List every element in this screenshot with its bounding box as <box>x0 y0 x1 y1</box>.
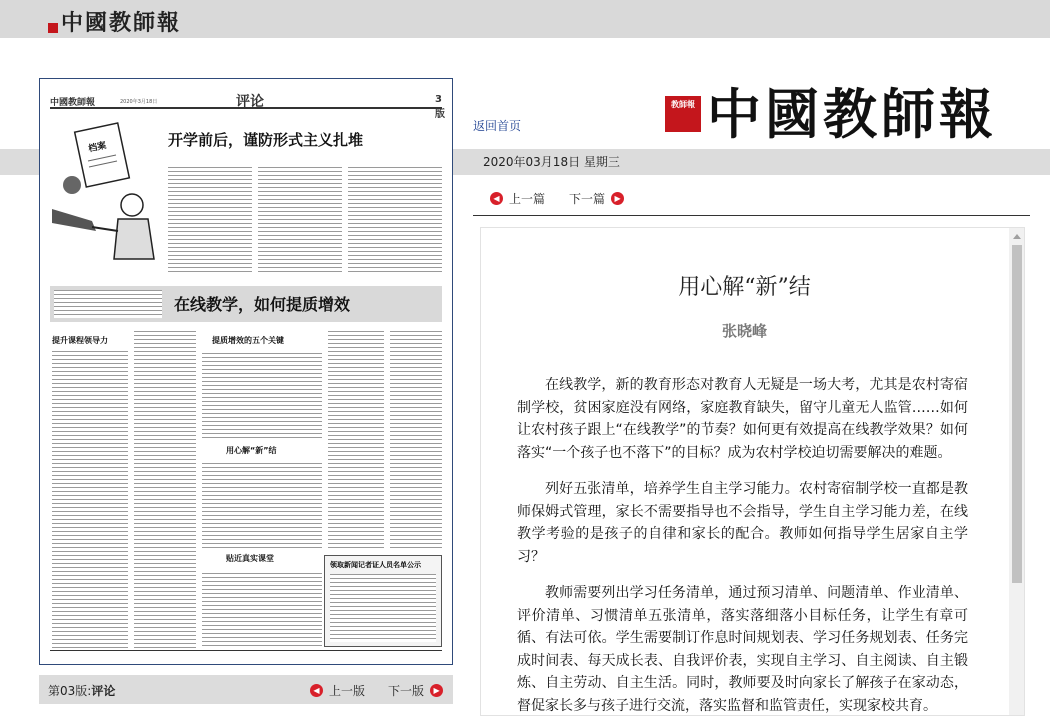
text-column <box>134 331 196 649</box>
page-number-label: 第03版: <box>48 684 92 698</box>
next-page-button[interactable] <box>388 682 443 699</box>
subhead-3: 用心解“新”结 <box>226 446 277 455</box>
newspaper-page-number: 3版 <box>435 94 445 120</box>
next-article-label: 下一篇 <box>569 192 606 206</box>
article-paragraph: 列好五张清单，培养学生自主学习能力。农村寄宿制学校一直都是教师保姆式管理，家长不需要指导也不会指导，学生自主学习能力差，在线教学考验的是孩子的自律和家长的配合。教师如何指导学生居家自主学习？ <box>517 481 968 565</box>
article-body <box>517 374 968 716</box>
article-paragraph: 教师需要列出学习任务清单，通过预习清单、问题清单、作业清单、评价清单、习惯清单五张清单，落实落细落小目标任务，让学生有章可循、有法可依。学生需要制订作息时间规划表、学习任务规划表、任务完成时间表、每天成长表、自我评价表，实现自主学习、自主阅读、自主锻炼、自主劳动、自主生活。同时，教师要及时向家长了解孩子在家动态，督促家长多与孩子进行交流，落实监督和监管责任，实现家校共育。 <box>517 585 968 714</box>
topic-band <box>50 286 442 322</box>
masthead-seal-icon: 教師報 <box>665 96 701 132</box>
text-column <box>52 351 128 649</box>
back-home-link[interactable]: 返回首页 <box>473 119 522 133</box>
issue-date: 2020年03月18日 星期三 <box>483 155 620 169</box>
page-section-label: 评论 <box>91 684 116 698</box>
newspaper-page-section: 评论 <box>236 94 264 110</box>
subhead-2: 提质增效的五个关键 <box>212 336 284 345</box>
scroll-up-icon[interactable] <box>1013 234 1021 239</box>
band-headline: 在线教学，如何提质增效 <box>174 295 351 314</box>
notice-title: 领取新闻记者证人员名单公示 <box>330 561 421 569</box>
text-column <box>390 331 442 549</box>
newspaper-headline: 开学前后，谨防形式主义扎堆 <box>168 131 364 149</box>
illus-label: 档案 <box>87 141 108 155</box>
arrow-left-icon: ◀ <box>490 192 503 205</box>
prev-article-label: 上一篇 <box>509 192 546 206</box>
prev-page-button[interactable] <box>310 682 365 699</box>
masthead-logo <box>665 70 1029 146</box>
article-paragraph: 在线教学，新的教育形态对教育人无疑是一场大考，尤其是农村寄宿制学校，贫困家庭没有网络，家庭教育缺失，留守儿童无人监管……如何让农村孩子跟上“在线教学”的节奏？如何更有效提高在线教学效果？如何落实“一个孩子也不落下”的目标？成为农村学校迫切需要解决的难题。 <box>517 377 968 461</box>
newspaper-page-footer <box>50 650 442 656</box>
scrollbar-thumb[interactable] <box>1012 245 1022 583</box>
band-intro-text <box>54 290 162 318</box>
page-label <box>48 682 115 699</box>
subhead-4: 贴近真实课堂 <box>226 554 274 563</box>
newspaper-page-date: 2020年3月18日 <box>120 99 158 105</box>
arrow-right-icon: ▶ <box>430 684 443 697</box>
masthead-logo-text: 中國教師報 <box>707 82 997 146</box>
article-author: 张晓峰 <box>721 322 767 340</box>
newspaper-page-logo: 中國教師報 <box>50 98 96 108</box>
notice-box <box>324 555 442 647</box>
text-column <box>202 573 322 649</box>
subhead-1: 提升课程领导力 <box>52 336 108 345</box>
prev-article-button[interactable] <box>490 190 545 207</box>
prev-page-label: 上一版 <box>329 684 366 698</box>
text-column <box>258 167 342 273</box>
page-nav-bar <box>39 675 453 704</box>
article-scrollbar[interactable] <box>1009 228 1025 716</box>
header-seal-icon <box>48 23 58 33</box>
article-title: 用心解“新”结 <box>678 275 811 300</box>
article-panel <box>480 227 1025 716</box>
header-logo[interactable] <box>48 6 181 37</box>
text-column <box>202 353 322 439</box>
cartoon-illustration <box>52 119 160 271</box>
next-article-button[interactable] <box>569 190 624 207</box>
arrow-right-icon: ▶ <box>611 192 624 205</box>
article-nav <box>473 183 1030 216</box>
next-page-label: 下一版 <box>388 684 425 698</box>
newspaper-page-image[interactable] <box>39 78 453 665</box>
text-column <box>202 463 322 549</box>
text-column <box>328 331 384 549</box>
text-column <box>348 167 442 273</box>
top-bar <box>0 0 1050 38</box>
header-logo-text: 中國教師報 <box>61 10 182 36</box>
newspaper-page-header <box>50 93 445 120</box>
text-column <box>168 167 252 273</box>
arrow-left-icon: ◀ <box>310 684 323 697</box>
notice-text <box>330 574 436 642</box>
